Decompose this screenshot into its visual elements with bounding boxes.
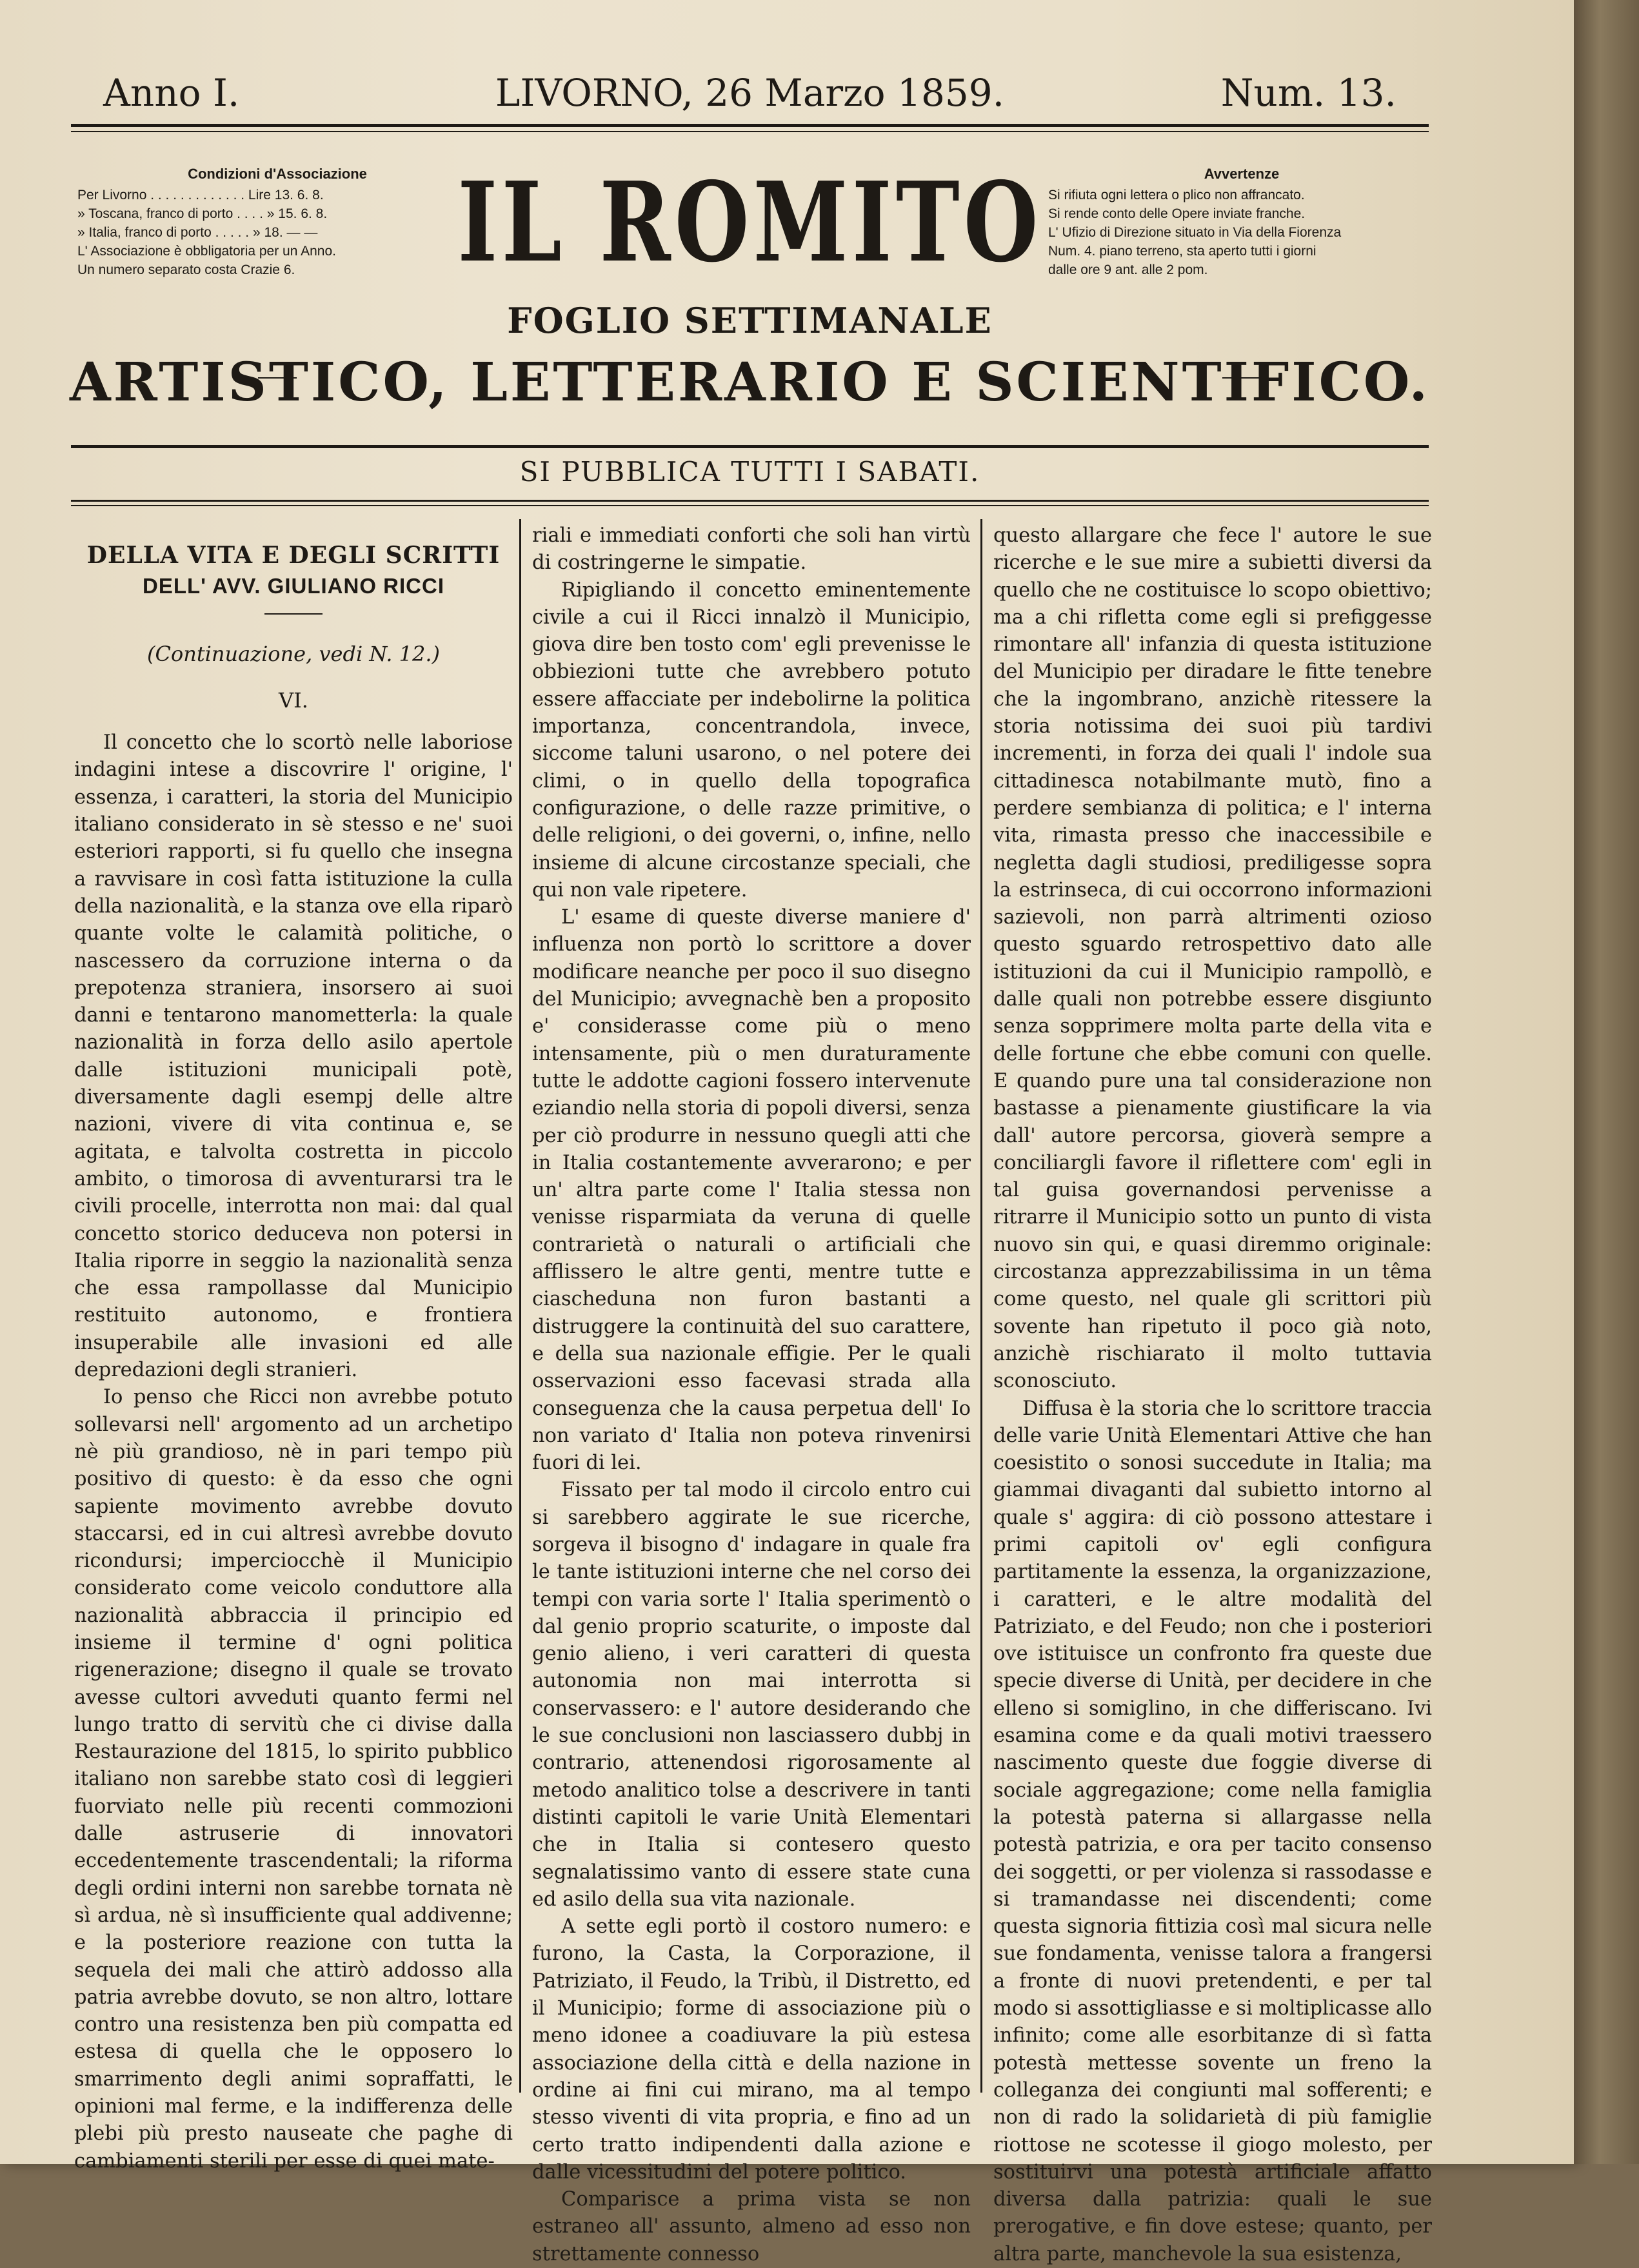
notice-row: Num. 4. piano terreno, sta aperto tutti i giorni: [1048, 242, 1435, 261]
condition-row: » Italia, franco di porto . . . . . » 18. — —: [77, 223, 477, 242]
paragraph: L' esame di queste diverse maniere d' influenza non portò lo scrittore a dover modificare neanche per poco il suo disegno del Municipio; avvegnachè ben a proposito e' considerasse come più o meno intensamente, più o men duraturamente tutte le addotte cagioni fossero intervenute eziandio nella storia di popoli diversi, senza per ciò produrre in nessuno quegli atti che in Italia costantemente avverarono; e per un' altra parte come l' Italia stessa non venisse risparmiata da veruna di quelle contrarietà o naturali o artificiali che afflissero le altre genti, mentre tutte e ciascheduna non furon bastanti a distruggere la continuità del suo carattere, e della sua nazionale effigie. Per le quali osservazioni esso facevasi strada alla conseguenza che la causa perpetua dell' Io non variato d' Italia non poteva rinvenirsi fuori di lei.: [532, 904, 971, 1477]
columns-top-rule: [71, 500, 1429, 502]
paragraph: Ripigliando il concetto eminentemente civile a cui il Ricci innalzò il Municipio, giova dire ben tosto com' egli prevenisse le obbiezioni tutte che avrebbero potuto essere affacciate per indebolirne la politica importanza, concentrandola, invece, siccome taluni usarono, o nel potere dei climi, o in quello della topografica configurazione, o delle razze primitive, o delle religioni, o dei governi, o, infine, nello insieme di alcune circostanze speciali, che qui non vale ripetere.: [532, 577, 971, 905]
dateline: [65, 71, 1435, 123]
article-subtitle: DELL' AVV. GIULIANO RICCI: [74, 573, 513, 600]
paragraph: Diffusa è la storia che lo scrittore traccia delle varie Unità Elementari Attive che han coesistito o sonosi succedute in Italia; ma giammai divaganti dal subietto intorno al quale s' aggira: di ciò possono attestare i primi capitoli ov' egli configura partitamente la essenza, la organizzazione, i caratteri, e le altre modalità del Patriziato, e del Feudo; non che i posteriori ove istituisce un confronto fra queste due specie diverse di Unità, per decidere in che elleno si somiglino, in che differiscano. Ivi esamina come e da quali motivi traessero nascimento queste due foggie diverse di sociale aggregazione; come nella famiglia la potestà paterna si allargasse nella potestà patrizia, e ora per tacito consenso dei soggetti, or per violenza si rassodasse e si tramandasse nei discendenti; come questa signoria fittizia così mal sicura nelle sue fondamenta, venisse talora a frangersi a fronte di nuovi pretendenti, e per tal modo si assottigliasse e si moltiplicasse allo infinito; come alle esorbitanze di sì fatta potestà mettesse sovente un freno la colleganza dei congiunti mal sofferenti; e non di rado la solidarietà di più famiglie riottose ne scotesse il giogo molesto, per sostituirvi una potestà artificiale affatto diversa dalla patrizia: quali le sue prerogative, e fin dove estese; quanto, per altra parte, manchevole la sua esistenza,: [993, 1395, 1432, 2268]
column-1: [74, 522, 513, 2096]
paragraph: riali e immediati conforti che soli han virtù di costringerne le simpatie.: [532, 522, 971, 577]
notice-row: Si rende conto delle Opere inviate franche.: [1048, 204, 1435, 223]
condition-row: » Toscana, franco di porto . . . . » 15. 6. 8.: [77, 204, 477, 223]
subtitle: FOGLIO SETTIMANALE: [65, 300, 1435, 341]
notice-row: dalle ore 9 ant. alle 2 pom.: [1048, 261, 1435, 279]
issue-number: Num. 13.: [1221, 71, 1396, 115]
paper-edge: [1574, 0, 1639, 2164]
notices-heading: Avvertenze: [1048, 164, 1435, 183]
paragraph: Io penso che Ricci non avrebbe potuto sollevarsi nell' argomento ad un archetipo nè più grandioso, nè in pari tempo più positivo di questo: è da esso che ogni sapiente movimento avrebbe dovuto staccarsi, ed in cui altresì avrebbe dovuto ricondursi; imperciocchè il Municipio considerato come veicolo conduttore alla nazionalità abbraccia il principio ed insieme il termine d' ogni politica rigenerazione; disegno il quale se trovato avesse cultori avveduti quanto fermi nel lungo tratto di servitù che ci divise dalla Restaurazione del 1815, lo spirito pubblico italiano non sarebbe stato così di leggieri fuorviato nelle più recenti commozioni dalle astruserie di innovatori eccedentemente trascendentali; la riforma degli ordini interni non sarebbe tornata nè sì ardua, nè sì insufficiente qual addivenne; e la posteriore reazione con tutta la sequela dei mali che attirò addosso alla patria avrebbe dovuto, se non altro, lottare contro una resistenza ben più compatta ed estesa di quella che le opposero lo smarrimento degli animi sopraffatti, le opinioni mal ferme, e la indifferenza delle plebi più presto nauseate che paghe di cambiamenti sterili per esse di quei mate-: [74, 1384, 513, 2175]
article-title: DELLA VITA E DEGLI SCRITTI: [74, 542, 513, 569]
article-title-rule: [264, 613, 323, 615]
condition-row: Per Livorno . . . . . . . . . . . . . Lire 13. 6. 8.: [77, 186, 477, 204]
column-2: [532, 522, 971, 2096]
paragraph: Fissato per tal modo il circolo entro cui si sarebbero aggirate le sue ricerche, sorgeva il bisogno d' indagare in quale fra le tante istituzioni interne che nel corso dei tempi con varia sorte l' Italia sperimentò o dal genio proprio scaturite, o imposte dal genio alieno, i veri caratteri di questa autonomia non mai interrotta si conservassero: e l' autore desiderando che le sue conclusioni non lasciassero dubbj in contrario, attenendosi rigorosamente al metodo analitico tolse a descrivere in tanti distinti capitoli le varie Unità Elementari che in Italia si contesero questo segnalatissimo vanto di essere state cuna ed asilo della sua vita nazionale.: [532, 1477, 971, 1913]
paragraph: Comparisce a prima vista se non estraneo all' assunto, almeno ad esso non strettamente connesso: [532, 2186, 971, 2268]
subtitle-disciplines: ARTISTICO, LETTERARIO E SCIENTIFICO.: [65, 351, 1435, 413]
publication-note: SI PUBBLICA TUTTI I SABATI.: [65, 456, 1435, 488]
columns-top-rule-thin: [71, 505, 1429, 506]
paragraph: A sette egli portò il costoro numero: e furono, la Casta, la Corporazione, il Patriziato, il Feudo, la Tribù, il Distretto, ed il Municipio; forme di associazione più o meno idonee a coadiuvare la più estesa associazione della città e della nazione in ordine ai fini cui mirano, ma al tempo stesso viventi di vita propria, e fino ad un certo tratto indipendenti dalla azione e dalle vicessitudini del potere politico.: [532, 1913, 971, 2186]
column-divider: [519, 519, 521, 2093]
condition-row: Un numero separato costa Crazie 6.: [77, 261, 477, 279]
paragraph: questo allargare che fece l' autore le sue ricerche e le sue mire a subietti diversi da quello che ne costituisce lo scopo obiettivo; ma a chi rifletta come egli si prefiggesse rimontare all' infanzia di questa istituzione del Municipio per diradare le fitte tenebre che la ingombrano, anzichè ritessere la storia notissima dei suoi più tardivi incrementi, in forza dei quali l' indole sua cittadinesca notabilmante mutò, fino a perdere sembianza di politica; e l' interna vita, rimasta presso che inaccessibile e negletta dagli studiosi, prediligesse sopra la estrinseca, di cui occorrono informazioni sazievoli, non parrà altrimenti ozioso questo sguardo retrospettivo dato alle istituzioni da cui il Municipio rampollò, e dalle quali non potrebbe essere disgiunto senza sopprimere molta parte della vita e delle fortune che ebbe comuni con quelle. E quando pure una tal considerazione non bastasse a pienamente giustificare la via dall' autore percorsa, gioverà sempre a conciliargli favore il riflettere com' egli in tal guisa governandosi pervenisse a ritrarre il Municipio sotto un punto di vista nuovo sin qui, e quasi diremmo originale: circostanza apprezzabilissima in un têma come questo, nel quale gli scrittori più sovente han ripetuto il poco già noto, anzichè rischiarato il molto tuttavia sconosciuto.: [993, 522, 1432, 1395]
newspaper-page: [65, 61, 1435, 2093]
top-rule-thin: [71, 131, 1429, 132]
notices: [1048, 164, 1435, 279]
column-divider: [980, 519, 982, 2093]
paragraph: Il concetto che lo scortò nelle laboriose indagini intese a discovrire l' origine, l' essenza, i caratteri, la storia del Municipio italiano considerato in sè stesso e ne' suoi esteriori rapporti, si fu quello che insegna a ravvisare in così fatta istituzione la culla della nazionalità, e la stanza ove ella riparò quante volte le calamità politiche, o nascessero da corruzione interna o da prepotenza straniera, insorsero ai suoi danni e tentarono manometterla: la quale nazionalità in forza dello asilo apertole dalle istituzioni municipali potè, diversamente dagli esempj delle altre nazioni, vivere di vita continua e, se agitata, e talvolta costretta in piccolo ambito, o timorosa di avventurarsi tra le civili procelle, interrotta non mai: dal qual concetto storico deduceva non potersi in Italia riporre in seggio la nazionalità senza che essa rampollasse dal Municipio restituito autonomo, e frontiera insuperabile alle invasioni ed alle depredazioni degli stranieri.: [74, 729, 513, 1384]
column-3: [993, 522, 1432, 2096]
notice-row: L' Ufizio di Direzione situato in Via della Fiorenza: [1048, 223, 1435, 242]
condition-row: L' Associazione è obbligatoria per un Anno.: [77, 242, 477, 261]
article-section-number: VI.: [74, 687, 513, 714]
top-rule: [71, 124, 1429, 127]
article-continuation: (Continuazione, vedi N. 12.): [74, 640, 513, 667]
place-date: LIVORNO, 26 Marzo 1859.: [65, 71, 1435, 115]
conditions-heading: Condizioni d'Associazione: [77, 164, 477, 183]
masthead-rule: [71, 445, 1429, 448]
notice-row: Si rifiuta ogni lettera o plico non affrancato.: [1048, 186, 1435, 204]
newspaper-title: IL ROMITO: [215, 158, 1285, 287]
year-label: Anno I.: [103, 71, 239, 115]
